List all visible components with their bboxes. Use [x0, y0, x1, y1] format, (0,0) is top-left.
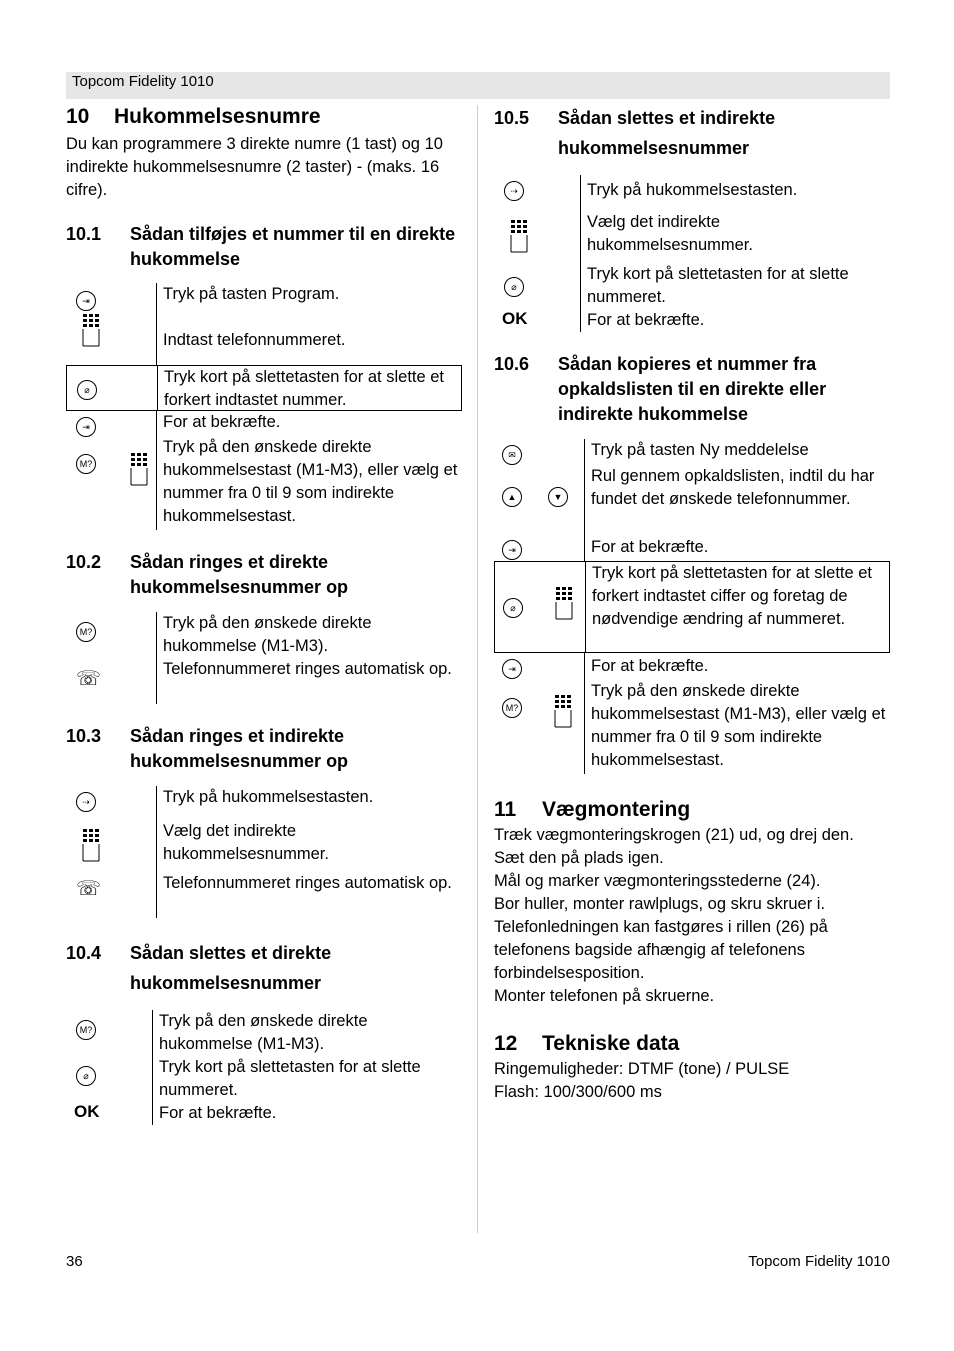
page-number: 36: [66, 1253, 83, 1270]
step-text: Tryk kort på slettetasten for at slette nummeret.: [587, 265, 849, 306]
step-text: Telefonnummeret ringes automatisk op.: [163, 874, 452, 892]
step-text: Tryk kort på slettetasten for at slette et forkert indtastet nummer.: [164, 368, 445, 409]
paragraph-line: Træk vægmonteringskrogen (21) ud, og drej den.: [494, 826, 854, 844]
section-10-intro: Du kan programmere 3 direkte numre (1 tast) og 10 indirekte hukommelsesnumre (2 taster) - (maks. 16 cifre).: [66, 135, 443, 199]
step-text: Tryk på tasten Program.: [163, 285, 340, 303]
step-text: Tryk på hukommelsestasten.: [587, 181, 798, 199]
step-text: Vælg det indirekte hukommelsesnummer.: [587, 213, 753, 254]
memory-key-icon: ⇢: [76, 792, 96, 812]
program-icon: ⇥: [76, 417, 96, 437]
keypad-icon: [128, 452, 150, 486]
section-10-1-heading: 10.1 Sådan tilføjes et nummer til en direkte hukommelse: [66, 224, 456, 269]
step-text: Tryk på den ønskede direkte hukommelse (M1-M3).: [163, 614, 372, 655]
paragraph-line: Ringemuligheder: DTMF (tone) / PULSE: [494, 1060, 790, 1078]
step-text: Vælg det indirekte hukommelsesnummer.: [163, 822, 329, 863]
page-header: Topcom Fidelity 1010: [66, 72, 890, 99]
step-row: [66, 786, 462, 820]
step-row: [494, 211, 890, 263]
memory-icon: M?: [76, 622, 96, 642]
step-row: [66, 283, 462, 325]
phone-icon: ☏: [76, 668, 102, 690]
step-text: For at bekræfte.: [591, 538, 709, 556]
paragraph-line: Bor huller, monter rawlplugs, og skru skruer i.: [494, 895, 826, 913]
steps-10-5: [494, 175, 890, 332]
scroll-down-icon: ▼: [548, 487, 568, 507]
section-11-body: [494, 824, 890, 1008]
section-10-4-heading: 10.4 Sådan slettes et direkte hukommelsesnummer: [66, 943, 332, 993]
step-text: For at bekræfte.: [159, 1104, 277, 1122]
step-text: Tryk på den ønskede direkte hukommelsestast (M1-M3), eller vælg et nummer fra 0 til 9 som indirekte hukommelsestast.: [591, 682, 886, 769]
step-row: [66, 820, 462, 872]
step-row: [66, 325, 462, 365]
right-column: [494, 103, 890, 1104]
paragraph-line: Monter telefonen på skruerne.: [494, 987, 715, 1005]
steps-10-4: [66, 1010, 462, 1125]
step-text: Indtast telefonnummeret.: [163, 331, 346, 349]
memory-icon: M?: [76, 454, 96, 474]
ok-key: OK: [74, 1102, 100, 1121]
step-row: [494, 309, 890, 332]
section-10-6-heading: 10.6 Sådan kopieres et nummer fra opkaldslisten til en direkte eller indirekte hukommelse: [494, 354, 827, 424]
step-text: For at bekræfte.: [587, 311, 705, 329]
step-text: Telefonnummeret ringes automatisk op.: [163, 660, 452, 678]
step-text: Tryk på den ønskede direkte hukommelse (M1-M3).: [159, 1012, 368, 1053]
memory-key-icon: ⇢: [504, 181, 524, 201]
section-12-heading: 12 Tekniske data: [494, 1032, 680, 1055]
keypad-icon: [552, 694, 574, 728]
step-row: [494, 439, 890, 465]
keypad-icon: [508, 219, 530, 253]
step-row: [494, 561, 890, 653]
steps-10-6: [494, 439, 890, 774]
program-icon: ⇥: [502, 659, 522, 679]
step-row: [66, 436, 462, 530]
steps-10-1: [66, 283, 462, 530]
step-row: [494, 175, 890, 211]
step-row: [494, 536, 890, 561]
step-text: Tryk kort på slettetasten for at slette nummeret.: [159, 1058, 421, 1099]
step-text: Tryk på den ønskede direkte hukommelsestast (M1-M3), eller vælg et nummer fra 0 til 9 som indirekte hukommelsestast.: [163, 438, 458, 525]
column-divider: [477, 105, 478, 1233]
keypad-icon: [553, 586, 575, 620]
step-row: [66, 1056, 462, 1102]
program-icon: ⇥: [502, 540, 522, 560]
section-10-2-heading: 10.2 Sådan ringes et direkte hukommelsesnummer op: [66, 552, 349, 597]
step-row: [66, 872, 462, 918]
keypad-icon: [80, 313, 102, 347]
section-11-heading: 11 Vægmontering: [494, 798, 691, 821]
delete-icon: ⌀: [503, 598, 523, 618]
delete-icon: ⌀: [77, 380, 97, 400]
left-column: [66, 103, 462, 1125]
paragraph-line: Mål og marker vægmonteringsstederne (24).: [494, 872, 821, 890]
section-10-heading: 10 Hukommelsesnumre: [66, 105, 321, 128]
memory-icon: M?: [76, 1020, 96, 1040]
step-text: Tryk på hukommelsestasten.: [163, 788, 374, 806]
paragraph-line: Telefonledningen kan fastgøres i rillen (26) på telefonens bagside afhængig af telefonens forbindelsesposition.: [494, 918, 828, 982]
delete-icon: ⌀: [76, 1066, 96, 1086]
paragraph-line: Sæt den på plads igen.: [494, 849, 664, 867]
new-message-icon: ✉: [502, 445, 522, 465]
phone-icon: ☏: [76, 878, 102, 900]
step-text: For at bekræfte.: [591, 657, 709, 675]
step-row: [66, 1102, 462, 1125]
step-row: [66, 612, 462, 658]
section-10-3-heading: 10.3 Sådan ringes et indirekte hukommelsesnummer op: [66, 726, 349, 771]
paragraph-line: Flash: 100/300/600 ms: [494, 1083, 662, 1101]
step-row: [66, 365, 462, 411]
program-icon: ⇥: [76, 291, 96, 311]
step-row: [66, 1010, 462, 1056]
steps-10-2: [66, 612, 462, 704]
footer-title: Topcom Fidelity 1010: [748, 1253, 890, 1270]
step-row: [66, 658, 462, 704]
step-row: [66, 411, 462, 436]
keypad-icon: [80, 828, 102, 862]
steps-10-3: [66, 786, 462, 918]
scroll-up-icon: ▲: [502, 487, 522, 507]
section-10-5-heading: 10.5 Sådan slettes et indirekte hukommelsesnummer: [494, 108, 776, 158]
memory-icon: M?: [502, 698, 522, 718]
ok-key: OK: [502, 309, 528, 328]
step-row: [494, 263, 890, 309]
step-text: Tryk kort på slettetasten for at slette et forkert indtastet ciffer og foretag de nødvendige ændring af nummeret.: [592, 564, 873, 628]
step-text: Rul gennem opkaldslisten, indtil du har fundet det ønskede telefonnummer.: [591, 467, 875, 508]
step-text: For at bekræfte.: [163, 413, 281, 431]
step-row: [494, 680, 890, 774]
section-12-body: [494, 1058, 890, 1104]
step-row: [494, 653, 890, 680]
step-text: Tryk på tasten Ny meddelelse: [591, 441, 809, 459]
step-row: [494, 465, 890, 536]
delete-icon: ⌀: [504, 277, 524, 297]
